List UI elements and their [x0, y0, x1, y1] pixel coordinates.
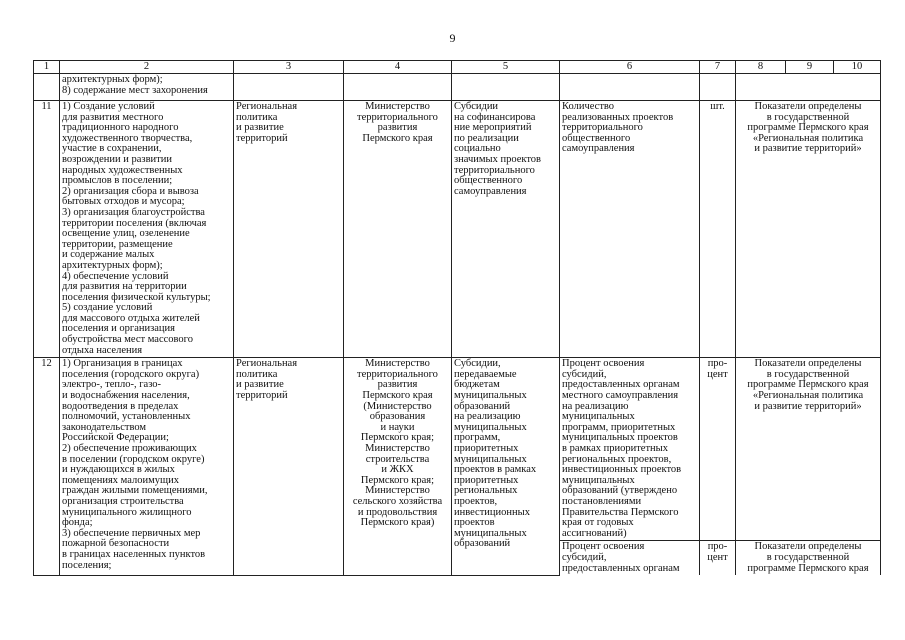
header-cell: 5 — [452, 61, 560, 74]
cell-activities: архитектурных форм); 8) содержание мест захоронения — [60, 74, 234, 101]
continuation-row — [34, 74, 881, 101]
header-cell: 2 — [60, 61, 234, 74]
cell-indicator: Количество реализованных проектов территориального общественного самоуправления — [560, 101, 700, 358]
cell-indicator: Процент освоения субсидий, предоставленных органам местного самоуправления на реализацию муниципальных программ, приоритетных муниципальных проектов в рамках приоритетных региональных проектов, инвестиционных проектов муниципальных образований (утверждено постановлениями Правительства Пермского края от годовых ассигнований) — [560, 358, 700, 541]
cell-indicator: Процент освоения субсидий, предоставленных органам — [560, 541, 700, 575]
cell-unit — [700, 74, 736, 101]
cell-subsidy: Субсидии на софинансирова ние мероприятий по реализации социально значимых проектов территориального общественного самоуправления — [452, 101, 560, 358]
cell-activities: 1) Создание условий для развития местного традиционного народного художественного творчества, участие в сохранении, возрождении и развитии народных художественных промыслов в поселении; 2) организация сбора и вывоза бытовых отходов и мусора; 3) организация благоустройства территории поселения (включая освещение улиц, озеленение территории, размещение и содержание малых архитектурных форм); 4) обеспечение условий для развития на территории поселения физической культуры; 5) создание условий для массового отдыха жителей поселения и организация обустройства мест массового отдыха населения — [60, 101, 234, 358]
cell-values: Показатели определены в государственной программе Пермского края «Региональная политика и развитие территорий» — [736, 101, 881, 358]
header-cell: 6 — [560, 61, 700, 74]
cell-unit: про- цент — [700, 541, 736, 575]
cell-num — [34, 74, 60, 101]
table-row — [34, 358, 881, 541]
cell-ministry: Министерство территориального развития Пермского края (Министерство образования и науки Пермского края; Министерство строительства и ЖКХ Пермского края; Министерство сельского хозяйства и продовольствия Пермского края) — [344, 358, 452, 575]
cell-values — [736, 74, 881, 101]
page-number: 9 — [449, 31, 456, 45]
main-table — [33, 60, 881, 576]
cell-ministry: Министерство территориального развития Пермского края — [344, 101, 452, 358]
cell-indicator — [560, 74, 700, 101]
header-cell: 7 — [700, 61, 736, 74]
cell-subsidy — [452, 74, 560, 101]
table-row — [34, 101, 881, 358]
header-cell: 10 — [834, 61, 881, 74]
cell-values: Показатели определены в государственной программе Пермского края «Региональная политика и развитие территорий» — [736, 358, 881, 541]
cell-values: Показатели определены в государственной программе Пермского края — [736, 541, 881, 575]
cell-num: 12 — [34, 358, 60, 575]
cell-program: Региональная политика и развитие территорий — [234, 358, 344, 575]
header-cell: 4 — [344, 61, 452, 74]
header-cell: 1 — [34, 61, 60, 74]
cell-unit: про- цент — [700, 358, 736, 541]
cell-subsidy: Субсидии, передаваемые бюджетам муниципальных образований на реализацию муниципальных программ, приоритетных муниципальных проектов в рамках приоритетных региональных проектов, инвестиционных проектов муниципальных образований — [452, 358, 560, 575]
cell-unit: шт. — [700, 101, 736, 358]
header-cell: 9 — [786, 61, 834, 74]
header-cell: 8 — [736, 61, 786, 74]
header-cell: 3 — [234, 61, 344, 74]
cell-num: 11 — [34, 101, 60, 358]
cell-activities: 1) Организация в границах поселения (городского округа) электро-, тепло-, газо- и водоснабжения населения, водоотведения в пределах полномочий, установленных законодательством Российской Федерации; 2) обеспечение проживающих в поселении (городском округе) и нуждающихся в жилых помещениях малоимущих граждан жилыми помещениями, организация строительства муниципального жилищного фонда; 3) обеспечение первичных мер пожарной безопасности в границах населенных пунктов поселения; — [60, 358, 234, 575]
cell-program — [234, 74, 344, 101]
header-row — [34, 61, 881, 74]
cell-program: Региональная политика и развитие территорий — [234, 101, 344, 358]
cell-ministry — [344, 74, 452, 101]
